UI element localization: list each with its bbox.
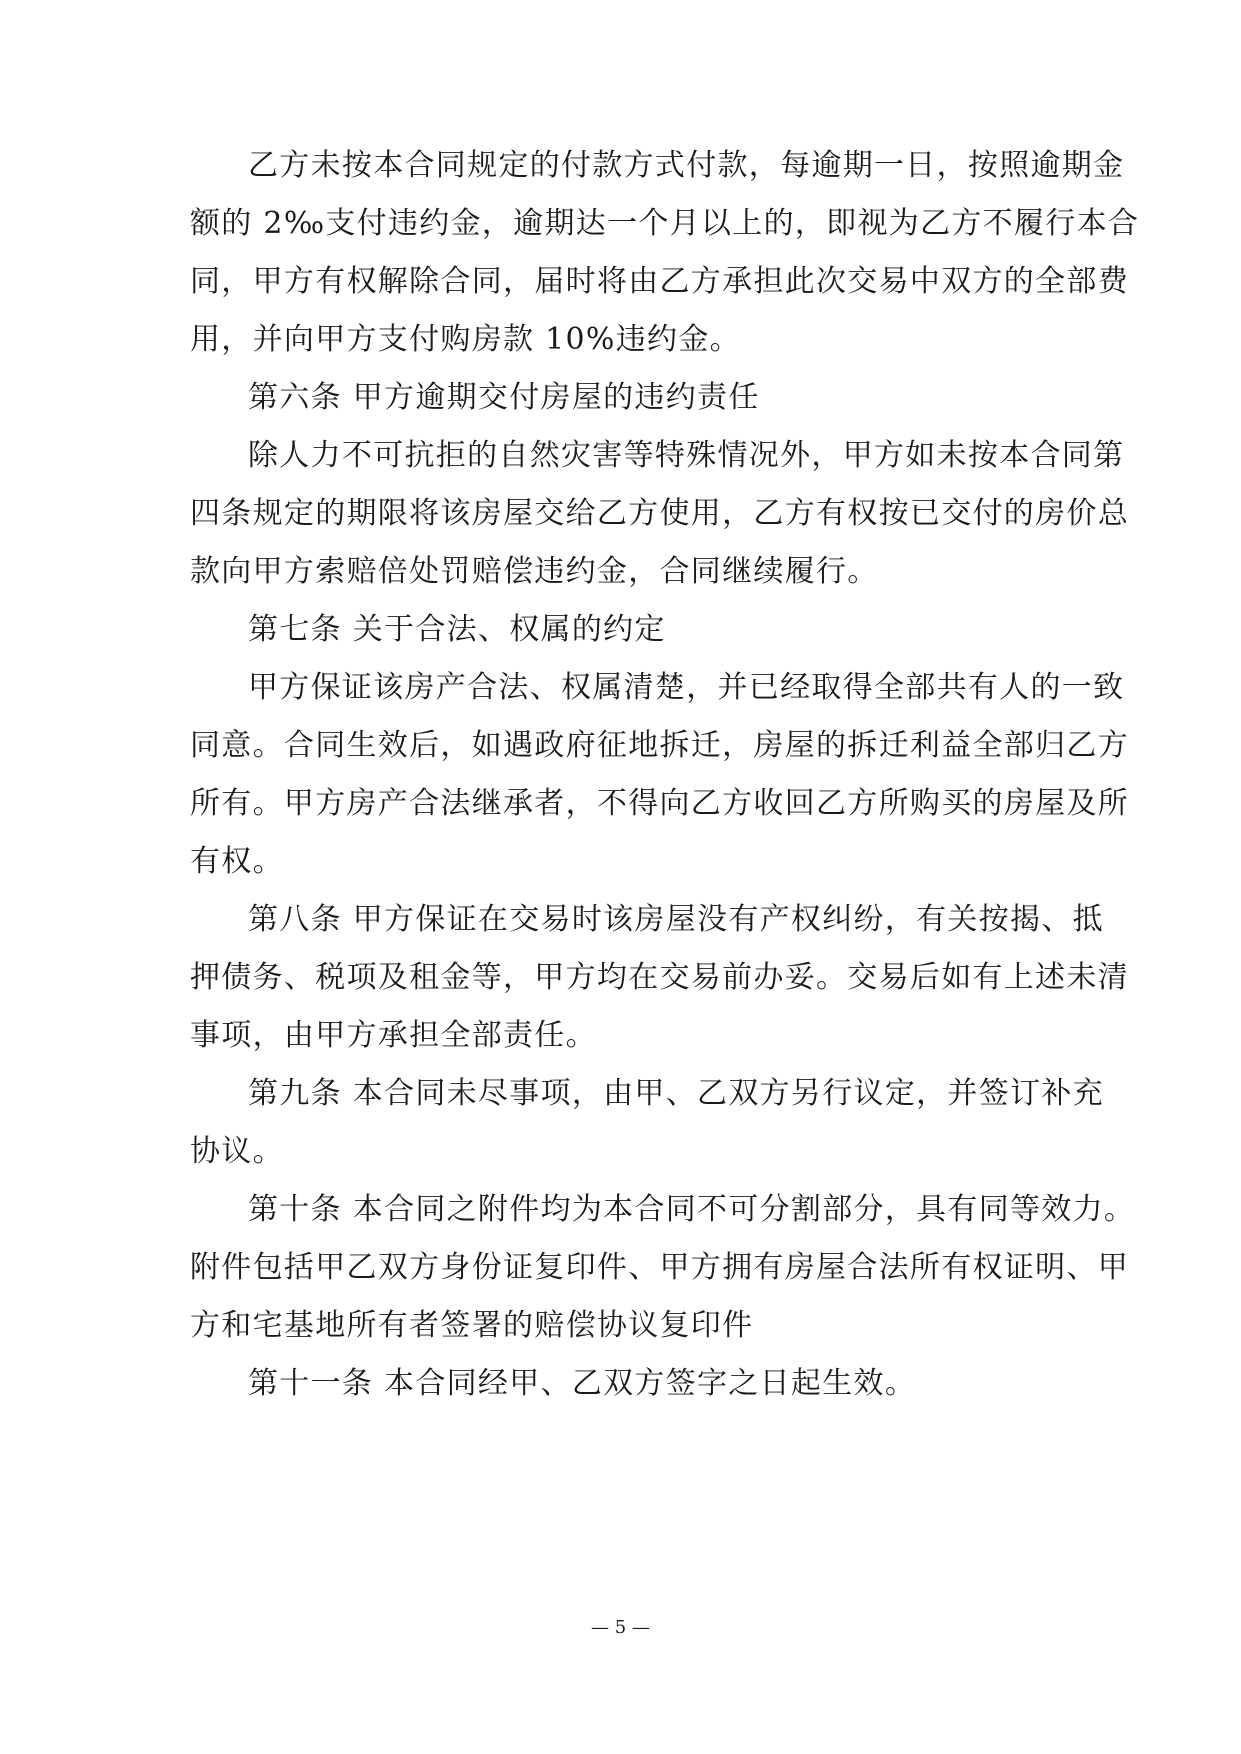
article-10-text: 第十条 本合同之附件均为本合同不可分割部分，具有同等效力。 <box>248 1192 1136 1227</box>
text-line-1: 乙方未按本合同规定的付款方式付款，每逾期一日，按照逾期金 <box>248 148 1125 183</box>
text-line-8: 款向甲方索赔倍处罚赔偿违约金，合同继续履行。 <box>190 554 879 589</box>
text-line-15: 押债务、税项及租金等，甲方均在交易前办妥。交易后如有上述未清 <box>190 960 1129 995</box>
text-line-11: 同意。合同生效后，如遇政府征地拆迁，房屋的拆迁利益全部归乙方 <box>190 728 1129 763</box>
text-line-3: 同，甲方有权解除合同，届时将由乙方承担此次交易中双方的全部费 <box>190 264 1129 299</box>
text-line-16: 事项，由甲方承担全部责任。 <box>190 1018 597 1053</box>
article-8-text: 第八条 甲方保证在交易时该房屋没有产权纠纷，有关按揭、抵 <box>248 902 1104 937</box>
article-11-text: 第十一条 本合同经甲、乙双方签字之日起生效。 <box>248 1366 917 1401</box>
article-9-text: 第九条 本合同未尽事项，由甲、乙双方另行议定，并签订补充 <box>248 1076 1104 1111</box>
text-line-6: 除人力不可抗拒的自然灾害等特殊情况外，甲方如未按本合同第 <box>248 438 1125 473</box>
text-line-20: 附件包括甲乙双方身份证复印件、甲方拥有房屋合法所有权证明、甲 <box>190 1250 1129 1285</box>
text-line-13: 有权。 <box>190 844 284 879</box>
text-line-2: 额的 2‰支付违约金，逾期达一个月以上的，即视为乙方不履行本合 <box>190 206 1140 241</box>
text-line-7: 四条规定的期限将该房屋交给乙方使用，乙方有权按已交付的房价总 <box>190 496 1129 531</box>
text-line-4: 用，并向甲方支付购房款 10%违约金。 <box>190 322 741 357</box>
page-number: — 5 — <box>591 1617 650 1638</box>
text-line-21: 方和宅基地所有者签署的赔偿协议复印件 <box>190 1308 754 1343</box>
article-7-heading: 第七条 关于合法、权属的约定 <box>248 612 666 647</box>
text-line-12: 所有。甲方房产合法继承者，不得向乙方收回乙方所购买的房屋及所 <box>190 786 1129 821</box>
text-line-10: 甲方保证该房产合法、权属清楚，并已经取得全部共有人的一致 <box>248 670 1125 705</box>
article-6-heading: 第六条 甲方逾期交付房屋的违约责任 <box>248 380 760 415</box>
text-line-18: 协议。 <box>190 1134 284 1169</box>
